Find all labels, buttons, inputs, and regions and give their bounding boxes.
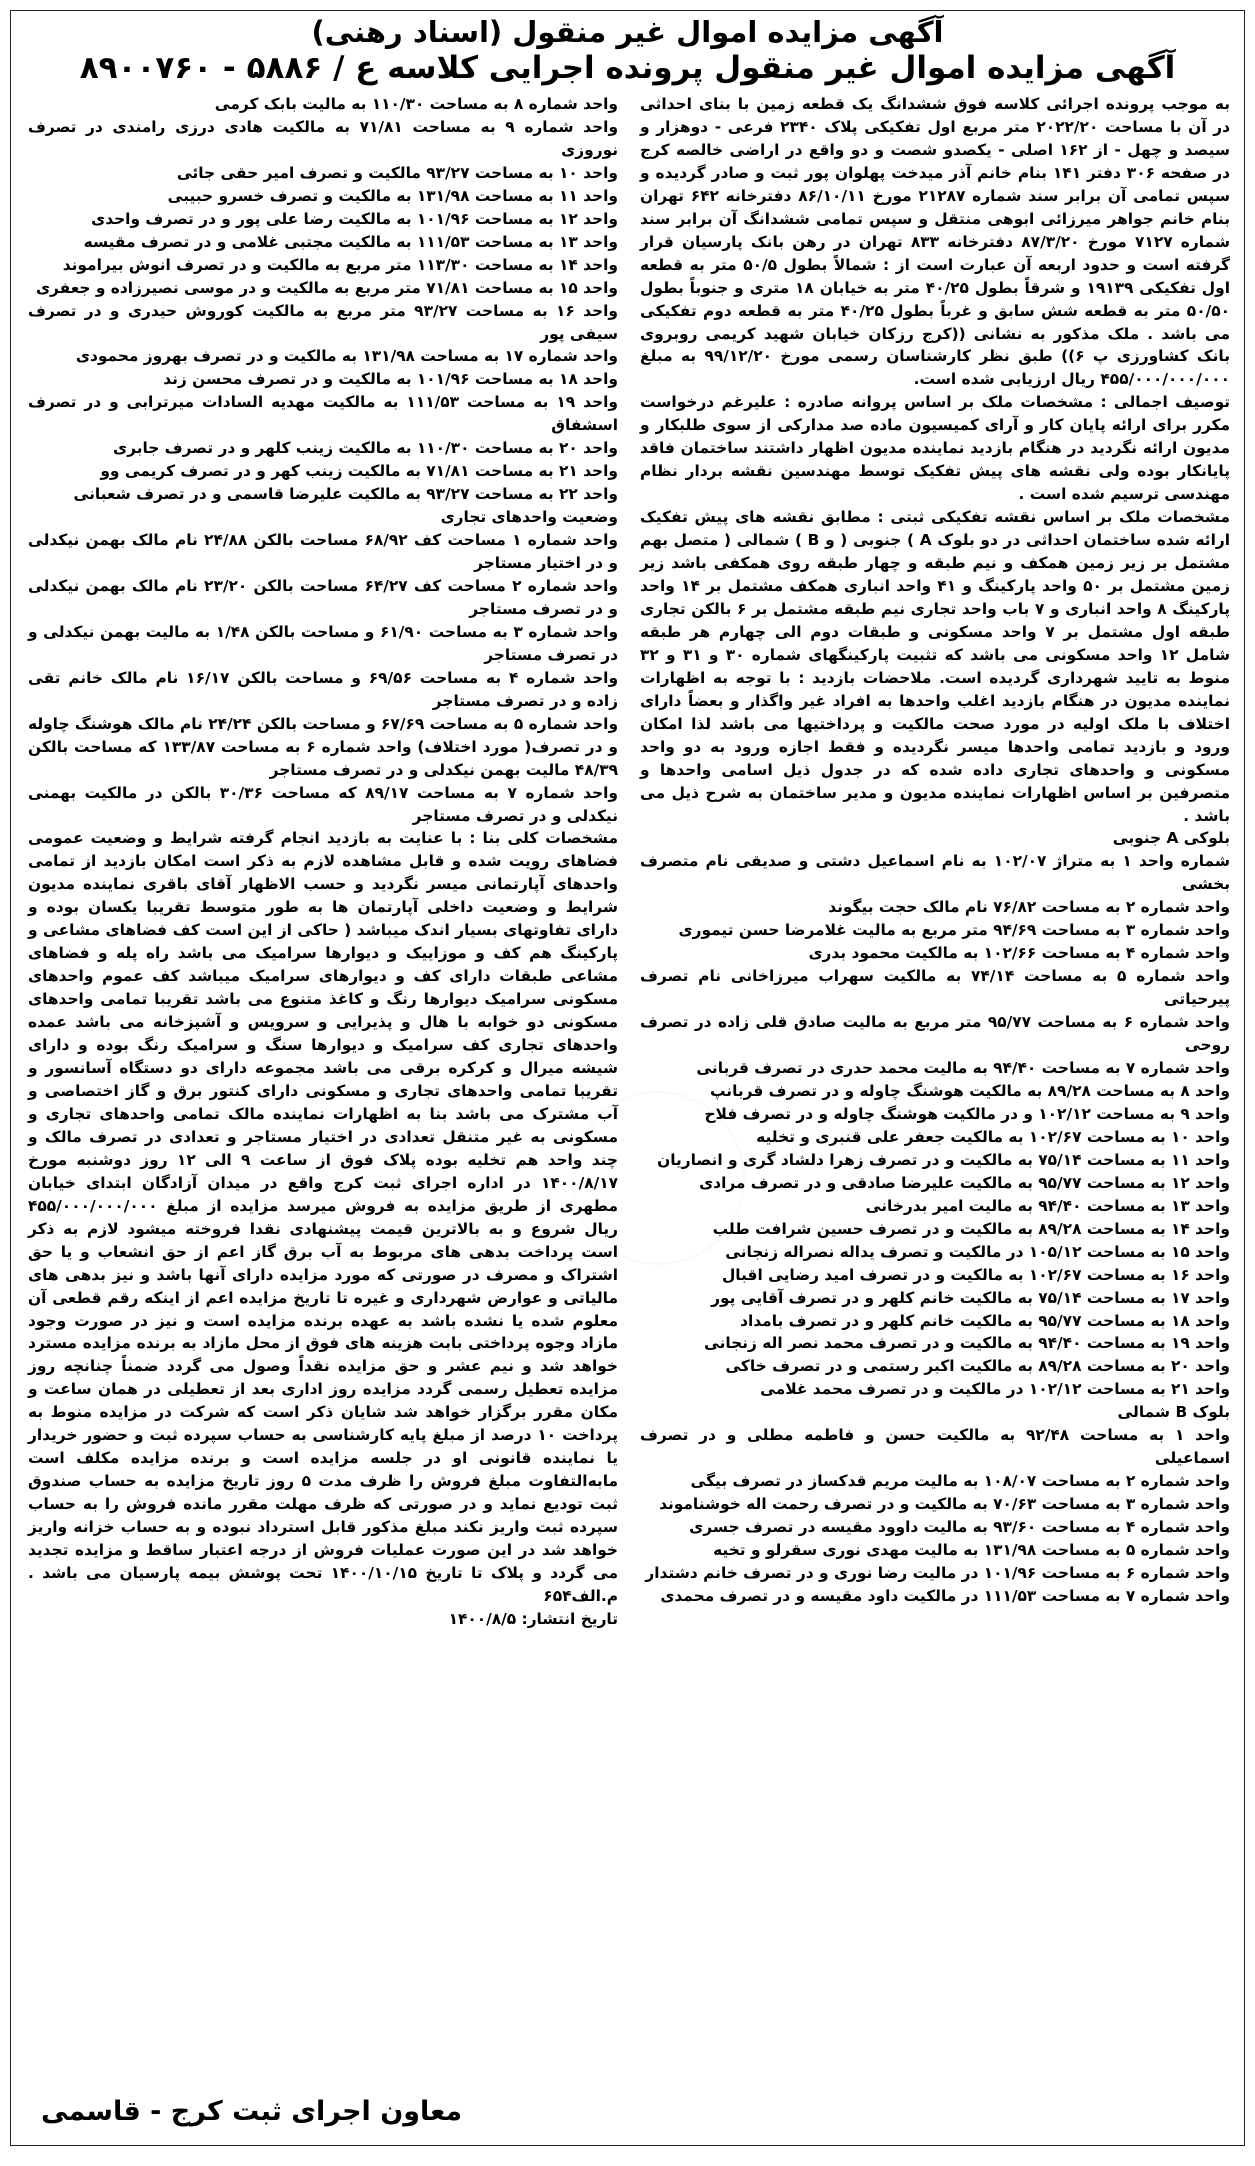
notice-columns — [25, 93, 1230, 1631]
left-column-paragraph: واحد ۱۲ به مساحت ۱۰۱/۹۶ به مالکیت رضا علی پور و در تصرف واحدی — [91, 209, 618, 228]
left-column — [28, 93, 618, 1631]
right-column-paragraph: واحد ۱۰ به مساحت ۱۰۲/۶۷ به مالکیت جعفر علی قنبری و تخلیه — [756, 1127, 1230, 1146]
left-column-paragraph: واحد ۱۵ به مساحت ۷۱/۸۱ متر مربع به مالکیت و در موسی نصیرزاده و جعفری — [35, 278, 618, 297]
right-column-paragraph: واحد ۱۸ به مساحت ۹۵/۷۷ به مالکیت خانم کلهر و در تصرف بامداد — [740, 1311, 1230, 1330]
right-column — [640, 93, 1230, 1608]
right-column-paragraph: واحد شماره ۷ به مساحت ۹۴/۴۰ به مالیت محمد حدری در تصرف قربانی — [696, 1059, 1230, 1078]
right-column-paragraph: شماره واحد ۱ به متراژ ۱۰۲/۰۷ به نام اسماعیل دشتی و صدیقی نام متصرف بخشی — [640, 852, 1230, 894]
left-column-paragraph: واحد شماره ۵ به مساحت ۶۷/۶۹ و مساحت بالکن ۲۴/۲۴ نام مالک هوشنگ چاوله و در تصرف( مورد اختلاف) واحد شماره ۶ به مساحت ۱۳۳/۸۷ که مساحت بالکن ۴۸/۳۹ مالیت بهمن نیکدلی و در تصرف مستاجر — [28, 714, 619, 779]
left-column-paragraph: واحد شماره ۳ به مساحت ۶۱/۹۰ و مساحت بالکن ۱/۴۸ به مالیت بهمن نیکدلی و در تصرف مستاجر — [28, 622, 619, 664]
left-column-paragraph: واحد ۲۲ به مساحت ۹۳/۲۷ به مالکیت علیرضا قاسمی و در تصرف شعبانی — [73, 485, 618, 504]
left-column-paragraph: واحد ۲۰ به مساحت ۱۱۰/۳۰ به مالکیت زینب کلهر و در تصرف جابری — [113, 439, 618, 458]
left-column-paragraph: واحد ۱۹ به مساحت ۱۱۱/۵۳ به مالکیت مهدیه السادات میرترابی و در تصرف اسشفاق — [28, 393, 618, 435]
left-column-paragraph: واحد ۱۸ به مساحت ۱۰۱/۹۶ به مالکیت و در تصرف محسن زند — [163, 370, 618, 389]
left-column-paragraph: واحد ۱۱ به مساحت ۱۳۱/۹۸ به مالکیت و تصرف خسرو حبیبی — [167, 186, 618, 205]
right-column-paragraph: واحد ۱ به مساحت ۹۲/۴۸ به مالکیت حسن و فاطمه مطلی و در تصرف اسماعیلی — [640, 1426, 1230, 1468]
right-column-paragraph: واحد ۲۱ به مساحت ۱۰۲/۱۲ در مالکیت و در تصرف محمد غلامی — [760, 1380, 1230, 1399]
right-column-paragraph: واحد ۱۵ به مساحت ۱۰۵/۱۲ در مالکیت و تصرف یداله نصراله زنجانی — [725, 1242, 1230, 1261]
right-column-paragraph: واحد ۸ به مساحت ۸۹/۲۸ به مالکیت هوشنگ چاوله و در تصرف قربانپ — [710, 1081, 1230, 1100]
left-column-paragraph: واحد ۱۳ به مساحت ۱۱۱/۵۳ به مالکیت مجتبی غلامی و در تصرف مقیسه — [83, 232, 618, 251]
right-column-paragraph: واحد ۲۰ به مساحت ۸۹/۲۸ به مالکیت اکبر رستمی و در تصرف خاکی — [725, 1357, 1230, 1376]
left-column-paragraph: تاریخ انتشار: ۱۴۰۰/۸/۵ — [448, 1609, 618, 1628]
right-column-paragraph: واحد شماره ۵ به مساحت ۱۳۱/۹۸ به مالیت مهدی نوری سقرلو و تخیه — [713, 1541, 1230, 1560]
right-column-paragraph: واحد شماره ۶ به مساحت ۱۰۱/۹۶ در مالیت رضا نوری و در تصرف خانم دشتدار — [645, 1563, 1230, 1582]
left-column-paragraph: واحد شماره ۸ به مساحت ۱۱۰/۳۰ به مالیت بابک کرمی — [214, 94, 618, 113]
notice-title: آگهی مزایده اموال غیر منقول (اسناد رهنی) — [311, 15, 944, 49]
right-column-paragraph: واحد ۱۲ به مساحت ۹۵/۷۷ به مالکیت علیرضا صادقی و در تصرف مرادی — [699, 1173, 1230, 1192]
left-column-paragraph: واحد شماره ۹ به مساحت ۷۱/۸۱ به مالکیت هادی درزی رامندی در تصرف نوروزی — [28, 117, 619, 159]
right-column-paragraph: واحد شماره ۴ به مساحت ۱۰۲/۶۶ به مالکیت محمود بدری — [808, 944, 1230, 963]
left-column-paragraph: واحد شماره ۱۷ به مساحت ۱۳۱/۹۸ به مالکیت و در تصرف بهروز محمودی — [75, 347, 618, 366]
watermark-seal — [571, 1091, 745, 1265]
left-column-paragraph: واحد شماره ۱ مساحت کف ۶۸/۹۲ مساحت بالکن ۲۴/۸۸ نام مالک بهمن نیکدلی و در اختیار مستاجر — [28, 531, 618, 573]
left-column-paragraph: واحد ۲۱ به مساحت ۷۱/۸۱ به مالکیت زینب کهر و در تصرف کریمی وو — [100, 462, 618, 481]
right-column-paragraph: واحد ۱۳ به مساحت ۹۴/۴۰ به مالیت امیر بدرخانی — [865, 1196, 1230, 1215]
right-column-paragraph: بلوک B شمالی — [1117, 1403, 1230, 1422]
right-column-paragraph: واحد شماره ۳ به مساحت ۷۰/۶۳ به مالکیت و در تصرف رحمت اله خوشناموند — [659, 1495, 1230, 1514]
notice-subtitle: آگهی مزایده اموال غیر منقول پرونده اجرایی کلاسه ع / ۵۸۸۶ - ۸۹۰۰۷۶۰ — [79, 49, 1176, 86]
right-column-paragraph: توصیف اجمالی : مشخصات ملک بر اساس پروانه صادره : علیرغم درخواست مکرر برای ارائه پایان کار و آرای کمیسیون ماده صد مدارکی از سوی طلبکار و مدیون ارائه نگردید در هنگام بازدید نماینده مدیون اظهار داشتند ساختمان فاقد پایانکار بوده ولی نقشه های پیش تفکیک توسط مهندسین نقشه بردار نظام مهندسی ترسیم شده است . — [640, 393, 1230, 504]
right-column-paragraph: واحد ۱۱ به مساحت ۷۵/۱۴ به مالکیت و در تصرف زهرا دلشاد گری و انصاریان — [657, 1150, 1230, 1169]
right-column-paragraph: واحد شماره ۲ به مساحت ۷۶/۸۲ نام مالک حجت بیگوند — [828, 898, 1230, 917]
right-column-paragraph: واحد شماره ۴ به مساحت ۹۳/۶۰ به مالیت داوود مقیسه در تصرف جسری — [689, 1518, 1230, 1537]
right-column-paragraph: واحد ۱۹ به مساحت ۹۴/۴۰ به مالکیت و در تصرف محمد نصر اله زنجانی — [704, 1334, 1230, 1353]
notice-page — [10, 10, 1245, 2146]
left-column-paragraph: واحد شماره ۲ مساحت کف ۶۴/۲۷ مساحت بالکن ۲۳/۲۰ نام مالک بهمن نیکدلی و در تصرف مستاجر — [28, 577, 618, 618]
left-column-paragraph: واحد ۱۴ به مساحت ۱۱۳/۳۰ متر مربع به مالکیت و در تصرف انوش بیراموند — [62, 255, 618, 274]
right-column-paragraph: واحد ۱۶ به مساحت ۱۰۲/۶۷ به مالکیت و در تصرف امید رضایی اقبال — [721, 1265, 1230, 1284]
left-column-paragraph: واحد ۱۶ به مساحت ۹۳/۲۷ متر مربع به مالکیت کوروش حیدری و در تصرف سیفی پور — [28, 301, 619, 343]
notice-header — [25, 15, 1230, 87]
right-column-paragraph: واحد ۱۴ به مساحت ۸۹/۲۸ به مالکیت و در تصرف حسین شرافت طلب — [712, 1219, 1230, 1238]
right-column-paragraph: به موجب پرونده اجرائی کلاسه فوق ششدانگ یک قطعه زمین با بنای احداثی در آن با مساحت ۲۰۲۲/۲۰ متر مربع اول تفکیکی پلاک ۲۳۴۰ فرعی - دوهزار و سیصد و چهل - از ۱۶۲ اصلی - یکصدو شصت و دو واقع در اراضی خالصه کرج در صفحه ۳۰۶ دفتر ۱۴۱ بنام خانم آذر میدخت پهلوان پور ثبت و صادر گردیده و سپس تمامی آن برابر سند شماره ۲۱۲۸۷ مورخ ۸۶/۱۰/۱۱ دفترخانه ۶۴۲ تهران بنام خانم جواهر میرزائی ابوهی منتقل و سپس تمامی ششدانگ آن برابر سند شماره ۷۱۲۷ مورخ ۸۷/۳/۲۰ دفترخانه ۸۳۳ تهران در رهن بانک پارسیان قرار گرفته است و حدود اربعه آن عبارت است از : شمالاً بطول ۵۰/۵ متر به قطعه اول تفکیکی ۱۹۱۳۹ و شرقاً بطول ۴۰/۲۵ متر به خیابان ۱۸ متری و جنوباً بطول ۵۰/۵۰ متر به قطعه شش سابق و غرباً بطول ۴۰/۲۵ متر به قطعه دوم تفکیکی می باشد . ملک مذکور به نشانی ((کرج رزکان خیابان شهید کریمی روبروی بانک کشاورزی پ ۶)) طبق نظر کارشناسان رسمی مورخ ۹۹/۱۲/۲۰ به مبلغ ۴۵۵/۰۰۰/۰۰۰/۰۰۰ ریال ارزیابی شده است. — [640, 94, 1231, 389]
signature: معاون اجرای ثبت کرج - قاسمی — [41, 2096, 463, 2127]
right-column-paragraph: بلوکی A جنوبی — [1112, 829, 1230, 848]
left-column-paragraph: واحد شماره ۴ به مساحت ۶۹/۵۶ و مساحت بالکن ۱۶/۱۷ نام مالک خانم تقی زاده و در تصرف مستاجر — [28, 668, 619, 710]
right-column-paragraph: واحد شماره ۵ به مساحت ۷۴/۱۴ به مالکیت سهراب میرزاخانی نام تصرف پیرحیاتی — [640, 967, 1231, 1009]
right-column-paragraph: واحد شماره ۶ به مساحت ۹۵/۷۷ متر مربع به مالیت صادق قلی زاده در تصرف روحی — [640, 1013, 1230, 1055]
right-column-paragraph: واحد ۱۷ به مساحت ۷۵/۱۴ به مالکیت خانم کلهر و در تصرف آقایی پور — [711, 1288, 1230, 1307]
right-column-paragraph: واحد شماره ۷ به مساحت ۱۱۱/۵۳ در مالکیت داود مقیسه و در تصرف محمدی — [660, 1586, 1230, 1605]
right-column-paragraph: واحد شماره ۲ به مساحت ۱۰۸/۰۷ به مالیت مریم قدکساز در تصرف بیگی — [690, 1472, 1230, 1491]
right-column-paragraph: واحد شماره ۳ به مساحت ۹۴/۶۹ متر مربع به مالیت غلامرضا حسن تیموری — [678, 921, 1230, 940]
left-column-paragraph: وضعیت واحدهای تجاری — [440, 508, 618, 527]
right-column-paragraph: مشخصات ملک بر اساس نقشه تفکیکی ثبتی : مطابق نقشه های پیش تفکیک ارائه شده ساختمان احداثی در دو بلوک A ) جنوبی ( و B ) شمالی ( متصل بهم مشتمل بر زیر زمین همکف و نیم طبقه و چهار طبقه روی همکفی باشد زیر زمین مشتمل بر ۵۰ واحد پارکینگ و ۴۱ واحد انباری همکف مشتمل بر ۱۴ واحد پارکینگ ۸ واحد انباری و ۷ باب واحد تجاری نیم طبقه مشتمل بر ۶ بالکن تجاری طبقه اول مشتمل بر ۷ واحد مسکونی و طبقات دوم الی چهارم هر طبقه شامل ۱۲ واحد مسکونی می باشد که تثبیت پارکینگهای شماره ۳۰ و ۳۱ و ۳۲ منوط به تایید شهرداری گردیده است. ملاحضات بازدید : با توجه به اظهارات نماینده مدیون در هنگام بازدید اغلب واحدها به افراد غیر واگذار و بعضاً دارای اختلاف با ملک اولیه در مورد صحت مالکیت و پرداختیها می باشد لذا امکان ورود و بازدید تمامی واحدها میسر نگردیده و فقط اجازه ورود به دو واحد مسکونی و واحدهای تجاری داده شده که در جدول ذیل اسامی واحدها و متصرفین بر اساس اظهارات نماینده مدیون و مدیر ساختمان به شرح ذیل می باشد . — [640, 508, 1230, 825]
left-column-paragraph: واحد ۱۰ به مساحت ۹۳/۲۷ مالکیت و تصرف امیر حقی جائی — [176, 163, 618, 182]
left-column-paragraph: مشخصات کلی بنا : با عنایت به بازدید انجام گرفته شرایط و وضعیت عمومی فضاهای رویت شده و قابل مشاهده لازم به ذکر است امکان بازدید از تمامی واحدهای آپارتمانی میسر نگردید و حسب الاظهار آقای باقری نماینده مدیون شرایط و وضعیت داخلی آپارتمان ها به طور متوسط تقریبا یکسان بوده و دارای تفاوتهای بسیار اندک میباشد ( حاکی از این است کف فضاهای مشاعی و پارکینگ هم کف و موزاییک و دیوارها سرامیک می باشد راه پله و فضاهای مشاعی طبقات دارای کف و دیوارهای سرامیک میباشد کف عموم واحدهای مسکونی سرامیک دیوارها رنگ و کاغذ متنوع می باشد تقریبا تمامی واحدهای مسکونی دو خوابه با هال و پذیرایی و سرویس و آشپزخانه می باشد عمده واحدهای تجاری کف سرامیک و دیوارها سنگ و سرامیک رنگ بوده و دارای شیشه میرال و کرکره برقی می باشد مجموعه دارای دو دستگاه آسانسور و تقریبا تمامی واحدهای تجاری و مسکونی دارای کنتور برق و گاز اختصاصی و آب مشترک می باشد بنا به اظهارات نماینده مالک تمامی واحدهای تجاری و مسکونی به غیر متنقل تعدادی در اختیار مستاجر و تعدادی در تصرف مالک و چند واحد هم تخلیه بوده پلاک فوق از ساعت ۹ الی ۱۲ روز دوشنبه مورخ ۱۴۰۰/۸/۱۷ در اداره اجرای ثبت کرج واقع در میدان آزادگان ابتدای خیابان مطهری از طریق مزایده به فروش میرسد مزایده از مبلغ ۴۵۵/۰۰۰/۰۰۰/۰۰۰ ریال شروع و به بالاترین قیمت پیشنهادی نقدا فروخته میشود لازم به ذکر است پرداخت بدهی های مربوط به آب برق گاز اعم از حق انشعاب و یا حق اشتراک و مصرف در صورتی که مورد مزایده دارای آنها باشد و نیز بدهی های مالیاتی و عوارض شهرداری و غیره تا تاریخ مزایده اعم از اینکه رقم قطعی آن معلوم شده یا نشده باشد به عهده برنده مزایده است و نیز در صورت وجود مازاد وجوه پرداختی بابت هزینه های فوق از محل مازاد به برنده مزایده مسترد خواهد شد و نیم عشر و حق مزایده نقداً وصول می گردد ضمناً چنانچه روز مزایده تعطیل رسمی گردد مزایده روز اداری بعد از تعطیلی در همان ساعت و مکان مقرر برگزار خواهد شد شایان ذکر است که شرکت در مزایده منوط به پرداخت ۱۰ درصد از مبلغ پایه کارشناسی به حساب سپرده ثبت و حضور خریدار یا نماینده قانونی او در جلسه مزایده است و برنده مزایده مکلف است مابه‌التفاوت مبلغ فروش را ظرف مدت ۵ روز تاریخ مزایده به حساب صندوق ثبت تودیع نماید و در صورتی که ظرف مهلت مقرر مانده فروش را به حساب سپرده ثبت واریز نکند مبلغ مذکور قابل استرداد نبوده و به حساب خزانه واریز خواهد شد در این صورت عملیات فروش از درجه اعتبار ساقط و مزایده تجدید می گردد و پلاک تا تاریخ ۱۴۰۰/۱۰/۱۵ تحت پوشش بیمه پارسیان می باشد . م.الف۶۵۴ — [28, 829, 619, 1605]
left-column-paragraph: واحد شماره ۷ به مساحت ۸۹/۱۷ که مساحت ۳۰/۳۶ بالکن در مالکیت بهمنی نیکدلی و در تصرف مستاجر — [28, 783, 618, 825]
right-column-paragraph: واحد ۹ به مساحت ۱۰۲/۱۲ و در مالکیت هوشنگ چاوله و در تصرف فلاح — [704, 1104, 1230, 1123]
